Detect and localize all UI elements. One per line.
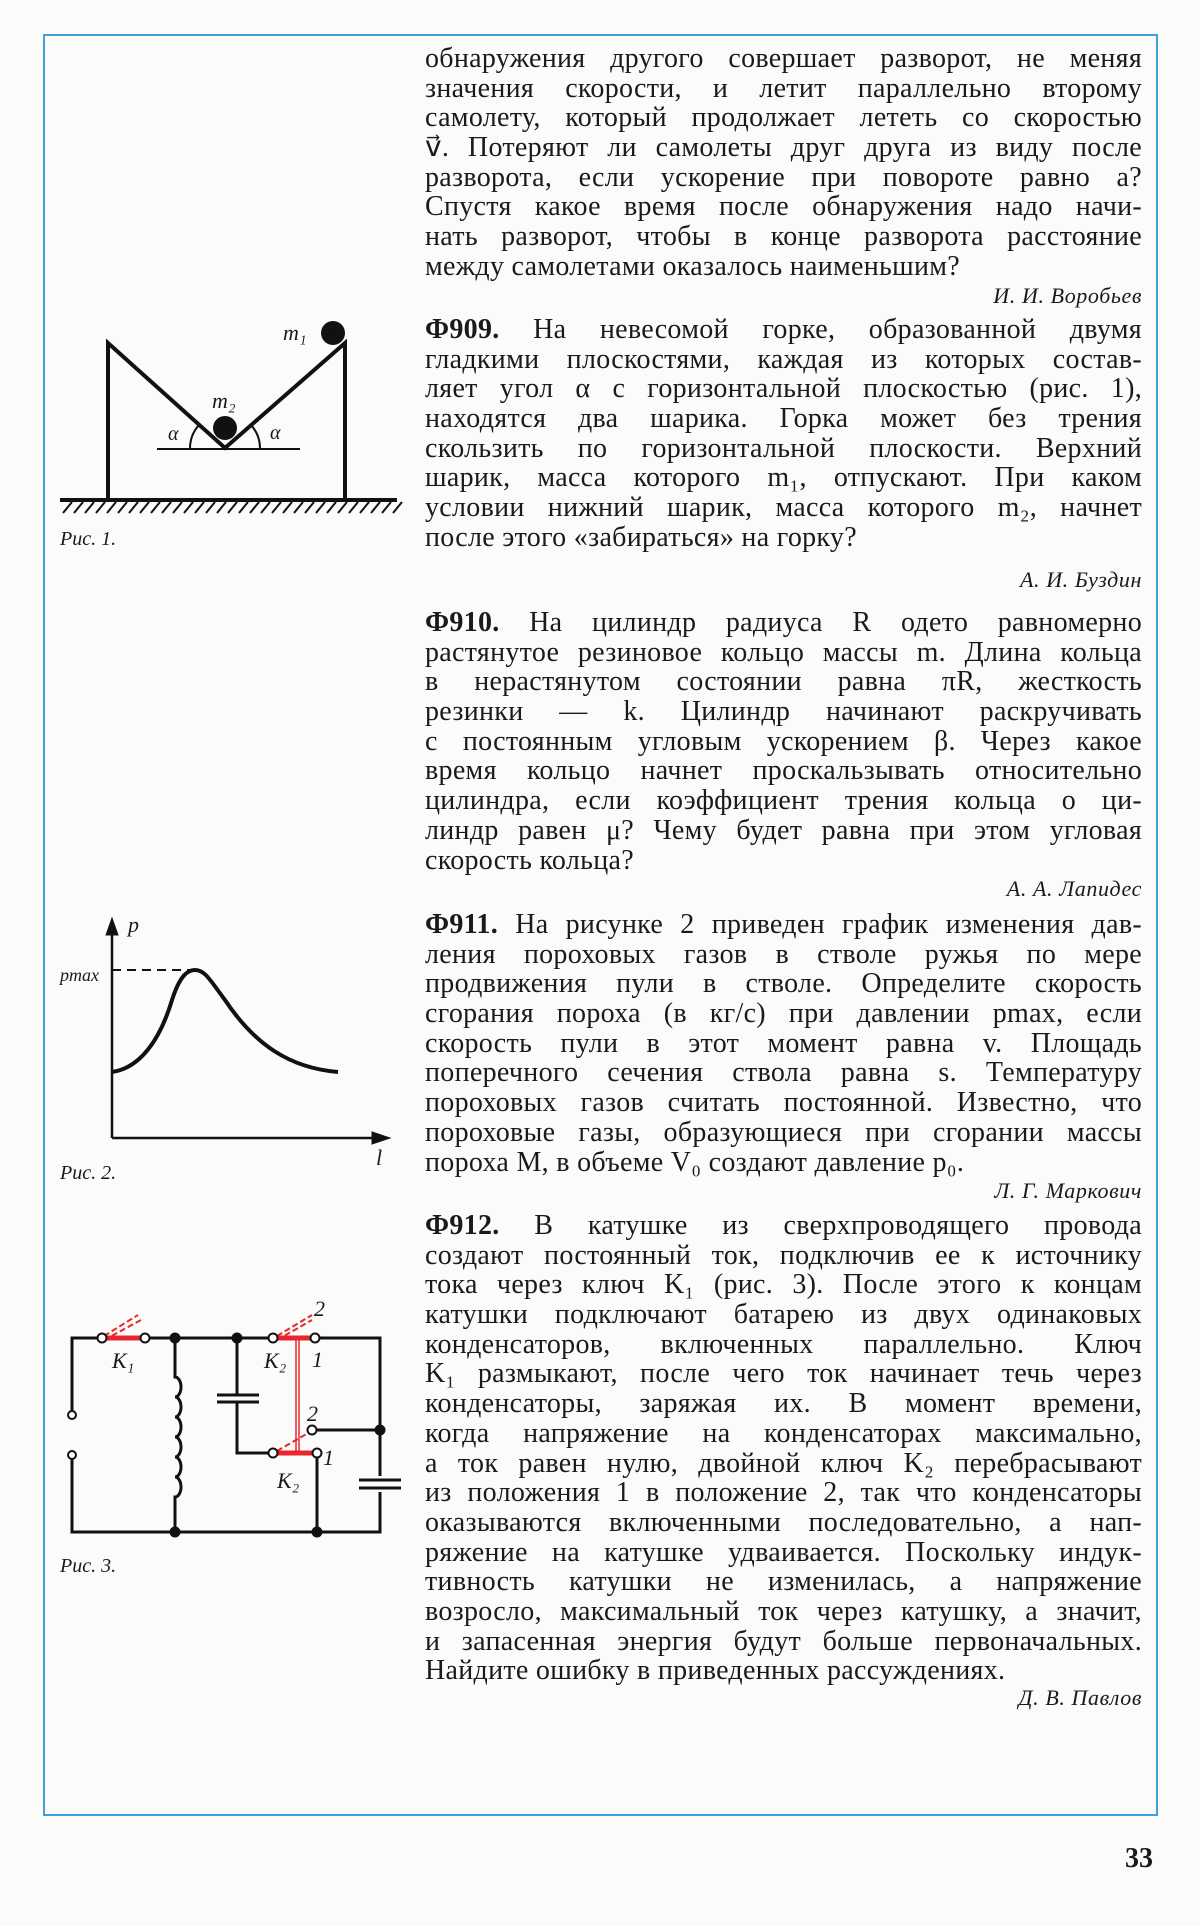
problem-number: Ф910. bbox=[425, 607, 500, 638]
label-alpha-right: α bbox=[270, 422, 281, 444]
text-line: ряжение на катушке удваивается. Поскольку индук- bbox=[425, 1536, 1142, 1568]
inductor-coil bbox=[175, 1338, 181, 1532]
hatch-mark bbox=[195, 502, 204, 513]
hatch-mark bbox=[261, 502, 270, 513]
text-line: гладкими плоскостями, каждая из которых состав- bbox=[425, 343, 1142, 375]
hatch-mark bbox=[360, 502, 369, 513]
problem-number: Ф909. bbox=[425, 314, 500, 345]
terminal-top bbox=[68, 1411, 76, 1419]
text-line: поперечного сечения ствола равна s. Температуру bbox=[425, 1057, 1142, 1089]
y-axis-arrow bbox=[106, 918, 118, 935]
label-alpha-left: α bbox=[168, 423, 179, 445]
figure-1-caption: Рис. 1. bbox=[60, 528, 117, 550]
hatch-mark bbox=[316, 502, 325, 513]
text-line: скорость кольца? bbox=[425, 844, 634, 876]
hatch-mark bbox=[173, 502, 182, 513]
text-line: скользить по горизонтальной плоскости. Верхний bbox=[425, 432, 1142, 464]
author-name: И. И. Воробьев bbox=[993, 283, 1142, 308]
junction bbox=[313, 1528, 321, 1536]
hatch-mark bbox=[63, 502, 72, 513]
text-line: резинки — k. Цилиндр начинают раскручивать bbox=[425, 696, 1142, 728]
label-m2: m₂ bbox=[212, 388, 236, 413]
switches bbox=[104, 1315, 313, 1453]
line-text: На цилиндр радиуса R одето равномерно bbox=[529, 607, 1142, 638]
text-line: возросло, максимальный ток через катушку, а значит, bbox=[425, 1595, 1142, 1627]
hatch-mark bbox=[162, 502, 171, 513]
text-line: обнаружения другого совершает разворот, не меняя bbox=[425, 43, 1142, 74]
label-k2-bottom: K₂ bbox=[277, 1468, 300, 1493]
hatch-mark bbox=[228, 502, 237, 513]
text-line: нать разворот, чтобы в конце разворота расстояние bbox=[425, 221, 1142, 253]
text-line: v⃗. Потеряют ли самолеты друг друга из виду после bbox=[425, 132, 1142, 164]
hatch-mark bbox=[327, 502, 336, 513]
text-line: с постоянным угловым ускорением β. Через какое bbox=[425, 725, 1142, 757]
hatch-mark bbox=[85, 502, 94, 513]
cap2-gap bbox=[355, 1476, 405, 1492]
text-line: условии нижний шарик, масса которого m₂, начнет bbox=[425, 492, 1142, 524]
text-line: пороховых газов считать постоянной. Известно, что bbox=[425, 1087, 1142, 1119]
author-name: Л. Г. Маркович bbox=[994, 1178, 1142, 1203]
junction bbox=[233, 1334, 241, 1342]
problem-number: Ф912. bbox=[425, 1210, 500, 1241]
hatch-mark bbox=[338, 502, 347, 513]
text-line: сгорания пороха (в кг/с) при давлении pmax, если bbox=[425, 998, 1142, 1030]
author-name: А. А. Лапидес bbox=[1006, 876, 1142, 901]
text-line: тивность катушки не изменилась, а напряжение bbox=[425, 1566, 1142, 1598]
text-line: создают постоянный ток, подключив ее к источнику bbox=[425, 1239, 1142, 1271]
ball-m1 bbox=[321, 321, 345, 345]
text-line: значения скорости, и летит параллельно второму bbox=[425, 72, 1142, 104]
text-line: ляет угол α с горизонтальной плоскостью (рис. 1), bbox=[425, 373, 1142, 405]
label-k2-top: K₂ bbox=[264, 1348, 287, 1373]
label-p: p bbox=[128, 912, 139, 937]
hatch-mark bbox=[118, 502, 127, 513]
hatch-mark bbox=[74, 502, 83, 513]
hatch-mark bbox=[96, 502, 105, 513]
text-line: тока через ключ K₁ (рис. 3). После этого к концам bbox=[425, 1269, 1142, 1301]
wire-cap1-down bbox=[237, 1403, 269, 1453]
hatch-mark bbox=[239, 502, 248, 513]
text-line: K₁ размыкают, после чего ток начинает течь через bbox=[425, 1358, 1142, 1390]
label-l: l bbox=[376, 1145, 383, 1170]
switch-k2-bottom-open bbox=[277, 1432, 310, 1451]
label-pos2-bottom: 2 bbox=[307, 1401, 318, 1426]
hatch-mark bbox=[371, 502, 380, 513]
text-line: пороха M, в объеме V₀ создают давление p₀. bbox=[425, 1146, 965, 1178]
author-name: А. И. Буздин bbox=[1019, 567, 1142, 592]
hatch-mark bbox=[272, 502, 281, 513]
junction bbox=[171, 1528, 179, 1536]
text-line: конденсаторы, заряжая их. В момент времени, bbox=[425, 1388, 1142, 1420]
hatch-mark bbox=[184, 502, 193, 513]
text-line: ления пороховых газов в стволе ружья по мере bbox=[425, 938, 1142, 970]
junction bbox=[376, 1426, 384, 1434]
label-pmax: pmax bbox=[60, 965, 99, 985]
text-line: продвижения пули в стволе. Определите скорость bbox=[425, 968, 1142, 1000]
text-line: оказываются включенными последовательно, а нап- bbox=[425, 1506, 1142, 1538]
text-line: растянутое резиновое кольцо массы m. Длина кольца bbox=[425, 636, 1142, 668]
label-pos1-bottom: 1 bbox=[323, 1445, 334, 1470]
text-line: а ток равен нулю, двойной ключ K₂ перебрасывают bbox=[425, 1447, 1142, 1479]
hatch-mark bbox=[294, 502, 303, 513]
hatch-mark bbox=[140, 502, 149, 513]
angle-arc-left bbox=[190, 424, 200, 449]
author-name: Д. В. Павлов bbox=[1018, 1685, 1142, 1710]
wire-left-top bbox=[72, 1338, 98, 1411]
text-line: самолету, который продолжает лететь со скоростью bbox=[425, 102, 1142, 134]
hatch-mark bbox=[151, 502, 160, 513]
angle-arc-right bbox=[250, 424, 260, 449]
line-text: На невесомой горке, образованной двумя bbox=[533, 314, 1142, 345]
text-line: конденсаторов, включенных параллельно. Ключ bbox=[425, 1328, 1142, 1360]
line-text: В катушке из сверхпроводящего провода bbox=[534, 1210, 1142, 1241]
figure-3-caption: Рис. 3. bbox=[60, 1555, 117, 1577]
text-line: время кольцо начнет проскальзывать относительно bbox=[425, 755, 1142, 787]
page-number: 33 bbox=[1125, 1843, 1153, 1874]
figure-2-caption: Рис. 2. bbox=[60, 1162, 117, 1184]
figure-2-graph bbox=[106, 918, 390, 1144]
ground-hatch bbox=[63, 502, 402, 513]
text-line: линдр равен μ? Чему будет равна при этом угловая bbox=[425, 814, 1142, 846]
label-k1: K₁ bbox=[112, 1348, 135, 1373]
label-pos1-top: 1 bbox=[312, 1347, 323, 1372]
junction bbox=[171, 1334, 179, 1342]
text-line: между самолетами оказалось наименьшим? bbox=[425, 250, 960, 282]
figure-1-incline bbox=[60, 321, 402, 513]
x-axis-arrow bbox=[372, 1132, 390, 1144]
terminal-bottom bbox=[68, 1451, 76, 1459]
text-line: разворота, если ускорение при повороте равно a? bbox=[425, 161, 1142, 193]
pressure-curve bbox=[112, 970, 338, 1072]
hatch-mark bbox=[250, 502, 259, 513]
text-line: пороховые газы, образующиеся при сгорании массы bbox=[425, 1116, 1142, 1148]
text-line: находятся два шарика. Горка может без трения bbox=[425, 403, 1142, 435]
text-line: катушки подключают батарею из двух одинаковых bbox=[425, 1299, 1142, 1331]
text-line: скорость пули в этот момент равна v. Площадь bbox=[425, 1027, 1142, 1059]
problem-number: Ф911. bbox=[425, 909, 499, 940]
text-line: из положения 1 в положение 2, так что конденсаторы bbox=[425, 1477, 1142, 1509]
text-line: цилиндра, если коэффициент трения кольца о ци- bbox=[425, 785, 1142, 817]
text-line: после этого «забираться» на горку? bbox=[425, 521, 857, 553]
text-line: шарик, масса которого m₁, отпускают. При каком bbox=[425, 462, 1142, 494]
hatch-mark bbox=[217, 502, 226, 513]
hatch-mark bbox=[382, 502, 391, 513]
hatch-mark bbox=[206, 502, 215, 513]
hatch-mark bbox=[107, 502, 116, 513]
text-line: и запасенная энергия будут больше первоначальных. bbox=[425, 1625, 1142, 1657]
text-line: когда напряжение на конденсаторах максимально, bbox=[425, 1417, 1142, 1449]
label-m1: m₁ bbox=[283, 320, 307, 345]
text-line: Найдите ошибку в приведенных рассуждениях. bbox=[425, 1655, 1006, 1687]
hatch-mark bbox=[305, 502, 314, 513]
line-text: На рисунке 2 приведен график изменения дав- bbox=[515, 909, 1142, 940]
hatch-mark bbox=[349, 502, 358, 513]
text-line: в нерастянутом состоянии равна πR, жесткость bbox=[425, 666, 1142, 698]
hatch-mark bbox=[393, 502, 402, 513]
label-pos2-top: 2 bbox=[314, 1296, 325, 1321]
hatch-mark bbox=[283, 502, 292, 513]
hatch-mark bbox=[129, 502, 138, 513]
ball-m2 bbox=[213, 416, 237, 440]
text-line: Спустя какое время после обнаружения надо начи- bbox=[425, 191, 1142, 223]
switch-k2-top-open bbox=[277, 1315, 312, 1336]
